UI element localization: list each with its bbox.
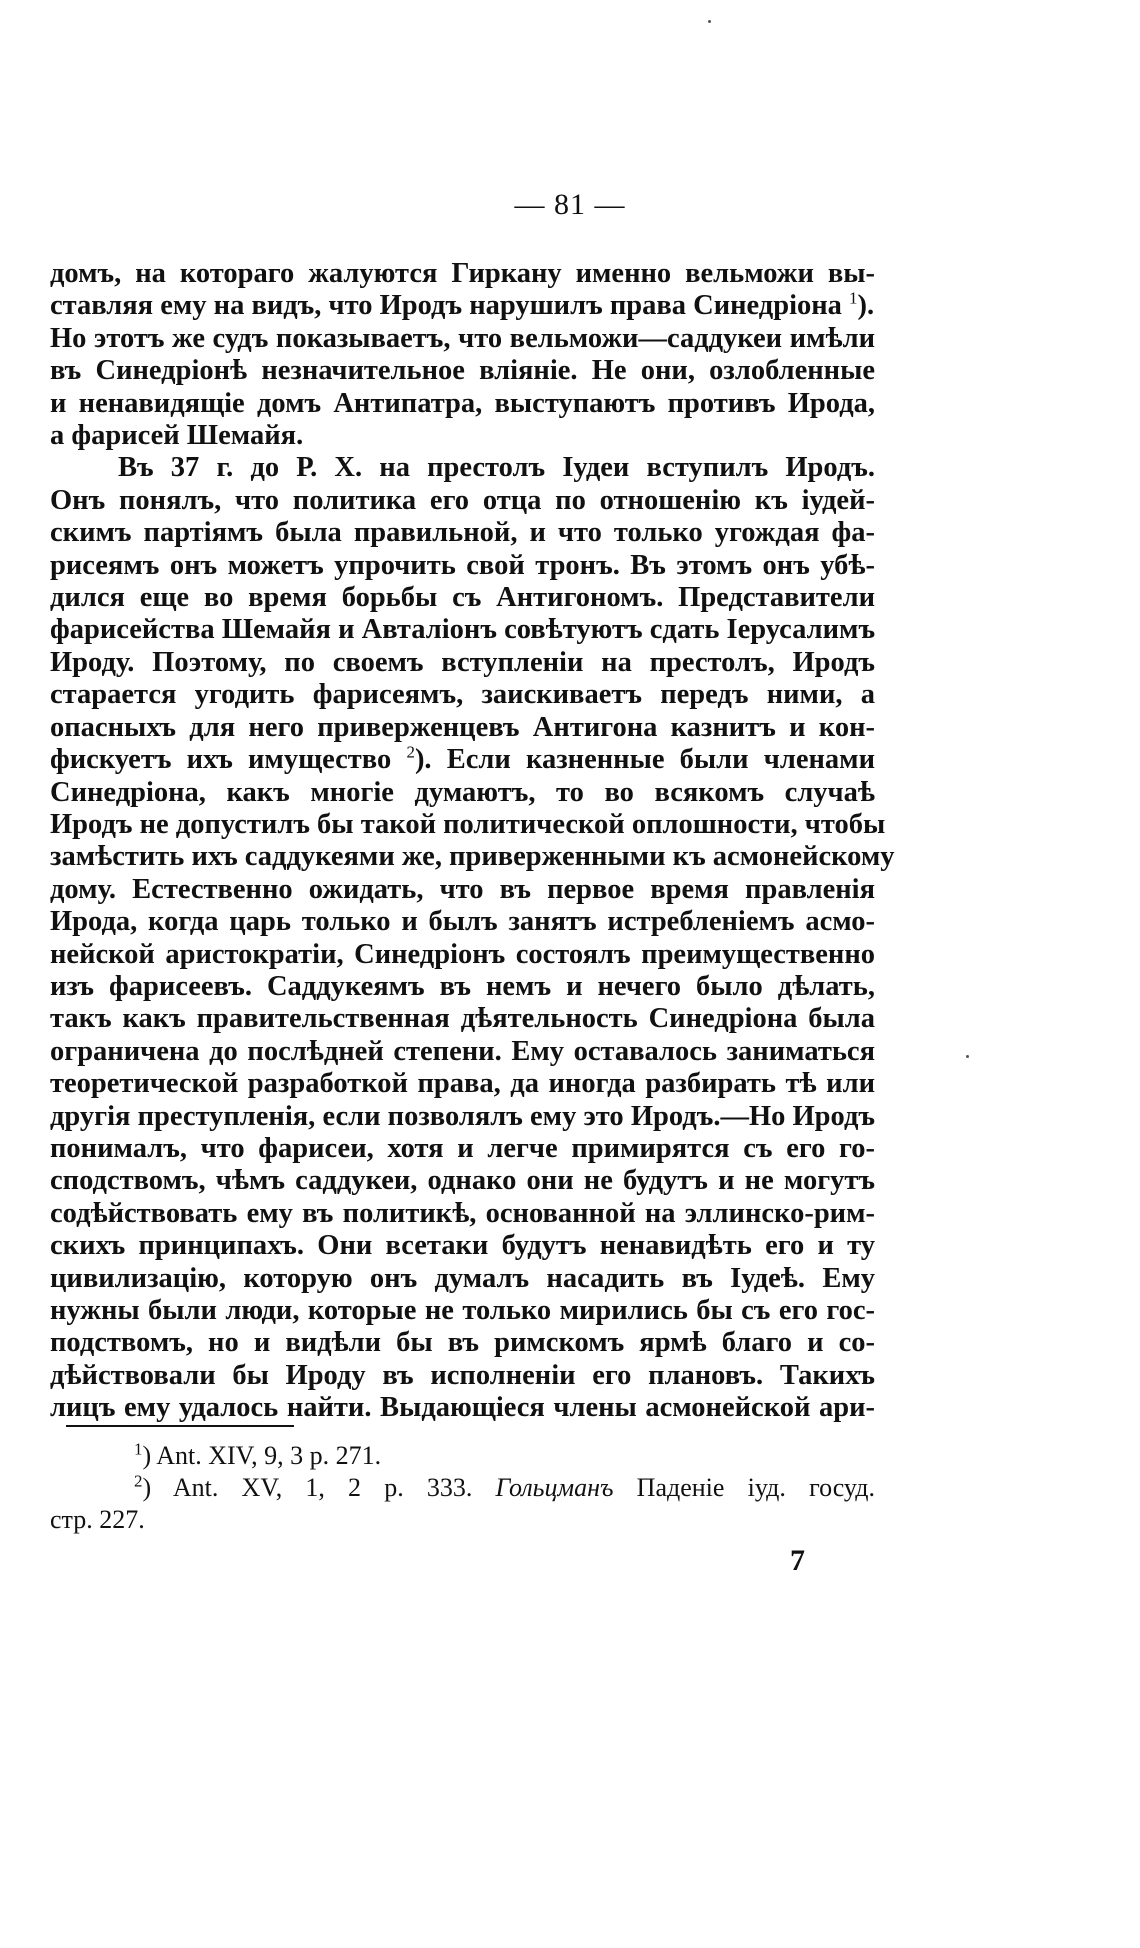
footnote-2-continuation: стр. 227.: [50, 1505, 145, 1534]
text-line: изъ фарисеевъ. Саддукеямъ въ немъ и нечего было дѣлать,: [50, 970, 875, 1002]
text-line: Иродъ не допустилъ бы такой политической оплошности, чтобы: [50, 808, 886, 840]
text-line: Въ 37 г. до Р. Х. на престолъ Іудеи вступилъ Иродъ.: [118, 452, 875, 484]
footnote-ref: 2: [406, 742, 415, 762]
text-line: замѣстить ихъ саддукеями же, приверженными къ асмонейскому: [50, 841, 895, 873]
text-line: подствомъ, но и видѣли бы въ римскомъ ярмѣ благо и со-: [50, 1327, 875, 1359]
scan-speck: [708, 20, 711, 23]
signature-mark: 7: [790, 1544, 805, 1577]
text-line: другія преступленія, если позволялъ ему это Иродъ.—Но Иродъ: [50, 1100, 875, 1132]
text-line: дому. Естественно ожидать, что въ первое время правленія: [50, 873, 875, 905]
text-line: а фарисей Шемайя.: [50, 420, 304, 452]
text-line: дѣйствовали бы Ироду въ исполненіи его плановъ. Такихъ: [50, 1359, 875, 1391]
footnote-marker: 1: [134, 1439, 143, 1459]
text-line: нейской аристократіи, Синедріонъ состоялъ преимущественно: [50, 938, 875, 970]
footnote-2: [50, 1472, 875, 1504]
text-line: скихъ принципахъ. Они всетаки будутъ ненавидѣть его и ту: [50, 1230, 875, 1262]
footnote-text: ) Ant. XIV, 9, 3 p. 271.: [142, 1441, 382, 1470]
text-line-content: ставляя ему на видъ, что Иродъ нарушилъ права Синедріона: [50, 290, 842, 322]
text-line: Ирода, когда царь только и былъ занятъ истребленіемъ асмо-: [50, 906, 875, 938]
body-text: [50, 258, 895, 1425]
text-line: лицъ ему удалось найти. Выдающіеся члены асмонейской ари-: [50, 1392, 875, 1424]
footnote-author: Гольцманъ: [495, 1473, 614, 1502]
text-line: въ Синедріонѣ незначительное вліяніе. Не они, озлобленные: [50, 355, 875, 387]
text-line-content: фискуетъ ихъ имущество: [50, 744, 392, 776]
footnote-ref: 1: [849, 288, 858, 308]
footnote-1: [50, 1440, 875, 1472]
text-line: и ненавидящіе домъ Антипатра, выступаютъ противъ Ирода,: [50, 387, 875, 419]
text-line: содѣйствовать ему въ политикѣ, основанной на эллинско-рим-: [50, 1197, 875, 1229]
text-line: такъ какъ правительственная дѣятельность Синедріона была: [50, 1003, 875, 1035]
text-line: теоретической разработкой права, да иногда разбирать тѣ или: [50, 1068, 875, 1100]
page-number: — 81 —: [514, 188, 626, 221]
text-line: фарисейства Шемайя и Авталіонъ совѣтуютъ сдать Іерусалимъ: [50, 614, 876, 646]
text-line: Онъ понялъ, что политика его отца по отношенію къ іудей-: [50, 484, 875, 516]
text-line-tail: ).: [857, 290, 875, 322]
text-line: опасныхъ для него приверженцевъ Антигона казнитъ и кон-: [50, 711, 875, 743]
footnotes: [50, 1440, 875, 1536]
text-line: рисеямъ онъ можетъ упрочить свой тронъ. Въ этомъ онъ убѣ-: [50, 549, 875, 581]
scan-speck: [966, 1055, 969, 1058]
text-line: Ироду. Поэтому, по своемъ вступленіи на престолъ, Иродъ: [50, 646, 875, 678]
text-line: Но этотъ же судъ показываетъ, что вельможи—саддукеи имѣли: [50, 322, 875, 354]
footnote-divider: [66, 1425, 294, 1427]
text-line: [50, 744, 875, 776]
text-line: сподствомъ, чѣмъ саддукеи, однако они не будутъ и не могутъ: [50, 1165, 875, 1197]
footnote-text: ) Ant. XV, 1, 2 p. 333.: [142, 1473, 473, 1502]
text-line: дился еще во время борьбы съ Антигономъ. Представители: [50, 582, 875, 614]
footnote-marker: 2: [134, 1471, 143, 1491]
footnote-text: Паденіе іуд. госуд.: [636, 1473, 876, 1502]
text-line: Синедріона, какъ многіе думаютъ, то во всякомъ случаѣ: [50, 776, 875, 808]
text-line-tail: ). Если казненные были членами: [414, 744, 875, 776]
text-line: нужны были люди, которые не только мирились бы съ его гос-: [50, 1295, 875, 1326]
text-line: цивилизацію, которую онъ думалъ насадить въ Іудеѣ. Ему: [50, 1262, 875, 1294]
text-line: старается угодить фарисеямъ, заискиваетъ передъ ними, а: [50, 679, 875, 711]
text-line: [50, 290, 875, 322]
text-line: понималъ, что фарисеи, хотя и легче примирятся съ его го-: [50, 1132, 875, 1164]
text-line: скимъ партіямъ была правильной, и что только угождая фа-: [50, 517, 875, 549]
text-line: домъ, на котораго жалуются Гиркану именно вельможи вы-: [50, 258, 875, 289]
text-line: ограничена до послѣдней степени. Ему оставалось заниматься: [50, 1035, 875, 1067]
